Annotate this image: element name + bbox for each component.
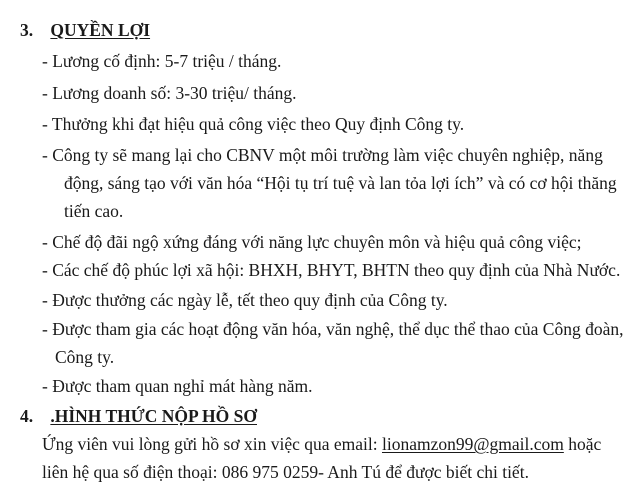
benefit-fixed-salary: - Lương cố định: 5-7 triệu / tháng. — [42, 51, 282, 71]
benefit-activities-line1: - Được tham gia các hoạt động văn hóa, văn nghệ, thể dục thể thao của Công đoàn, — [42, 319, 624, 339]
contact-email-link[interactable]: lionamzon99@gmail.com — [381, 434, 564, 454]
benefit-annual-trip: - Được tham quan nghỉ mát hàng năm. — [42, 376, 313, 396]
section-number: 4. — [20, 406, 34, 426]
benefit-performance-bonus: - Thưởng khi đạt hiệu quả công việc theo Quy định Công ty. — [42, 114, 465, 134]
benefit-work-environment-line3: tiến cao. — [64, 201, 124, 221]
benefit-holiday-bonus: - Được thưởng các ngày lễ, tết theo quy định của Công ty. — [42, 290, 448, 310]
benefit-compensation: - Chế độ đãi ngộ xứng đáng với năng lực chuyên môn và hiệu quả công việc; — [42, 232, 582, 252]
section-title: .HÌNH THỨC NỘP HỒ SƠ — [50, 406, 257, 426]
section-heading-application — [20, 406, 257, 427]
section-number: 3. — [20, 20, 34, 40]
benefit-social-insurance: - Các chế độ phúc lợi xã hội: BHXH, BHYT, BHTN theo quy định của Nhà Nước. — [42, 260, 621, 280]
section-heading-benefits — [20, 20, 150, 41]
benefit-activities-line2: Công ty. — [55, 347, 115, 367]
benefit-work-environment-line1: - Công ty sẽ mang lại cho CBNV một môi trường làm việc chuyên nghiệp, năng — [42, 145, 603, 165]
application-instructions-line1 — [42, 434, 601, 454]
benefit-work-environment-line2: động, sáng tạo với văn hóa “Hội tụ trí tuệ và lan tỏa lợi ích” và có cơ hội thăng — [64, 173, 617, 193]
instructions-text-suffix: hoặc — [563, 434, 602, 454]
application-instructions-line2: liên hệ qua số điện thoại: 086 975 0259- Anh Tú để được biết chi tiết. — [42, 462, 529, 482]
section-title: QUYỀN LỢI — [50, 20, 151, 40]
instructions-text: Ứng viên vui lòng gửi hồ sơ xin việc qua email: — [42, 434, 382, 454]
benefit-sales-salary: - Lương doanh số: 3-30 triệu/ tháng. — [42, 83, 297, 103]
